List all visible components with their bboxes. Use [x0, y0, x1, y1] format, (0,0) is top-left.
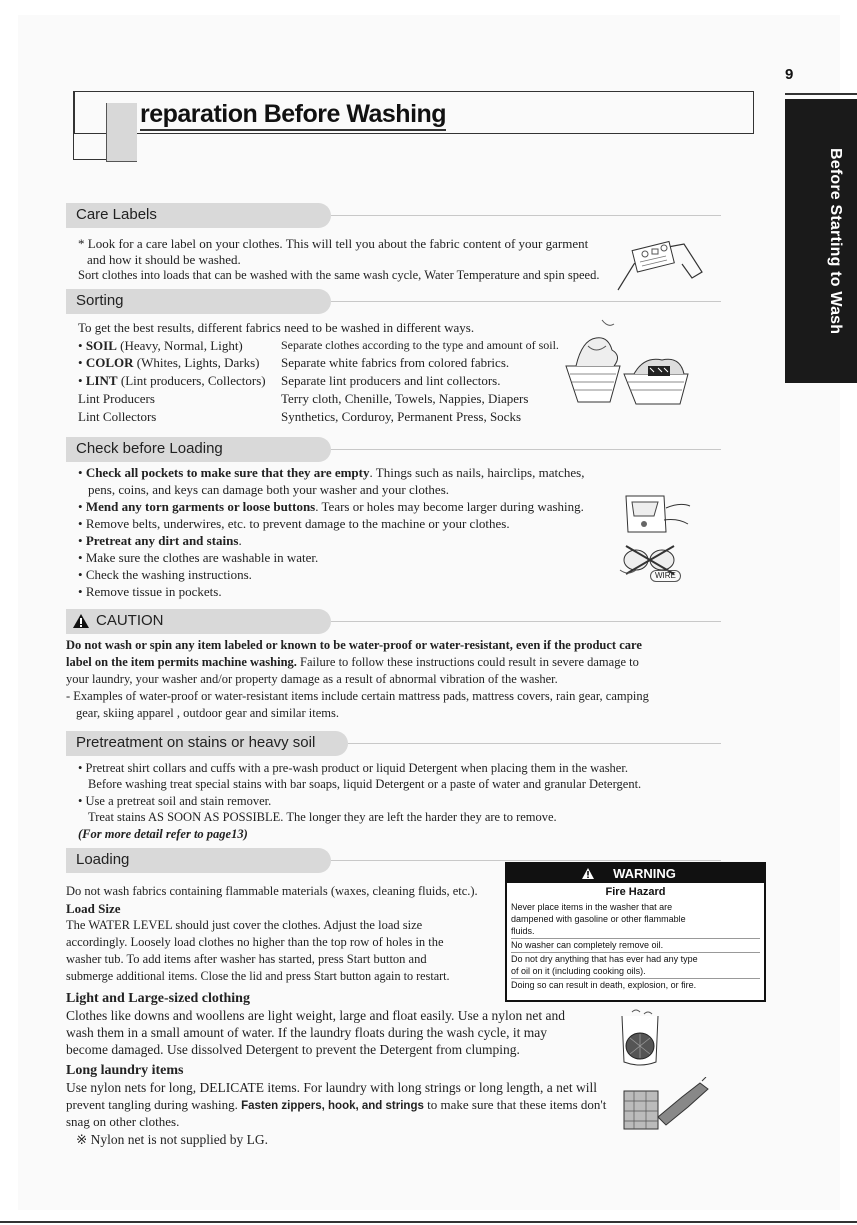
- load-size-line-2: accordingly. Loosely load clothes no higher than the top row of holes in the: [66, 935, 444, 949]
- check-line-8: • Remove tissue in pockets.: [78, 584, 222, 599]
- long-items-title: Long laundry items: [66, 1063, 184, 1078]
- check-line-5: • Pretreat any dirt and stains.: [78, 533, 242, 548]
- warning-icon: [581, 867, 595, 880]
- warning-box: [505, 862, 766, 1002]
- title-notch: [73, 134, 106, 160]
- check-text: Remove belts, underwires, etc. to prevent damage to the machine or your clothes.: [85, 516, 510, 531]
- section-header-caution: [66, 609, 721, 634]
- nylon-net-note: ※ Nylon net is not supplied by LG.: [76, 1132, 269, 1147]
- long-line-1: Use nylon nets for long, DELICATE items. For laundry with long strings or long length, a net will: [66, 1080, 597, 1095]
- long-text: to make sure that these items don't: [423, 1097, 607, 1112]
- check-line-6: • Make sure the clothes are washable in water.: [78, 550, 319, 565]
- pretreat-text: Pretreat shirt collars and cuffs with a pre-wash product or liquid Detergent when placing them in the washer.: [85, 761, 628, 775]
- load-size-line-4: submerge additional items. Close the lid and press Start button again to restart.: [66, 969, 450, 983]
- caution-line-1: Do not wash or spin any item labeled or known to be water-proof or water-resistant, even if the product care: [66, 638, 642, 652]
- long-text: prevent tangling during washing.: [66, 1097, 242, 1112]
- section-line: [331, 621, 721, 622]
- section-line: [331, 215, 721, 216]
- section-line: [331, 860, 721, 861]
- check-line-2: pens, coins, and keys can damage both your washer and your clothes.: [88, 482, 450, 497]
- check-rest: .: [238, 533, 242, 548]
- page-title: [140, 100, 446, 131]
- sorting-desc-lint-collectors: Synthetics, Corduroy, Permanent Press, Socks: [281, 409, 521, 424]
- warning-line-2: dampened with gasoline or other flammable: [511, 914, 686, 924]
- pretreat-line-2: Before washing treat special stains with bar soaps, liquid Detergent or a paste of water and granular Detergent.: [88, 777, 642, 791]
- check-rest: . Things such as nails, hairclips, matches,: [369, 465, 585, 480]
- care-label-illustration: [612, 234, 704, 294]
- check-line-4: • Remove belts, underwires, etc. to prevent damage to the machine or your clothes.: [78, 516, 510, 531]
- page-number: 9: [785, 66, 794, 83]
- long-items-net-illustration: [622, 1077, 712, 1133]
- pretreat-line-4: Treat stains AS SOON AS POSSIBLE. The longer they are left the harder they are to remove.: [88, 810, 557, 824]
- pretreat-line-5: (For more detail refer to page13): [78, 827, 248, 841]
- page-number-rule: [785, 93, 857, 95]
- section-title: Sorting: [76, 292, 124, 309]
- warning-line-3: fluids.: [511, 926, 535, 936]
- sorting-term: LINT: [85, 373, 118, 388]
- check-text: Remove tissue in pockets.: [85, 584, 222, 599]
- wire-label: WIRE: [650, 570, 681, 582]
- sorting-row-lint-collectors: Lint Collectors: [78, 409, 157, 424]
- warning-title: WARNING: [613, 866, 676, 881]
- check-bold: Mend any torn garments or loose buttons: [85, 499, 316, 514]
- sorting-detail: (Lint producers, Collectors): [117, 373, 266, 388]
- sorting-row-lint: • LINT (Lint producers, Collectors): [78, 373, 266, 388]
- check-line-3: • Mend any torn garments or loose buttons. Tears or holes may become larger during washing.: [78, 499, 584, 514]
- nylon-net-bucket-illustration: [612, 1008, 668, 1068]
- sorting-desc-lint-producers: Terry cloth, Chenille, Towels, Nappies, Diapers: [281, 391, 529, 406]
- warning-line-4: No washer can completely remove oil.: [511, 940, 664, 950]
- section-title: CAUTION: [96, 612, 164, 629]
- section-line: [348, 743, 721, 744]
- light-line-3: become damaged. Use dissolved Detergent to prevent the Detergent from clumping.: [66, 1042, 520, 1057]
- check-bold: Pretreat any dirt and stains: [85, 533, 239, 548]
- section-title: Care Labels: [76, 206, 157, 223]
- sorting-term: COLOR: [85, 355, 134, 370]
- care-line-1: * Look for a care label on your clothes. This will tell you about the fabric content of your garment: [78, 236, 589, 251]
- pretreat-line-3: • Use a pretreat soil and stain remover.: [78, 794, 272, 808]
- warning-rule: [511, 978, 760, 979]
- pretreat-text: Use a pretreat soil and stain remover.: [85, 794, 272, 808]
- pretreat-line-1: • Pretreat shirt collars and cuffs with a pre-wash product or liquid Detergent when placing them in the washer.: [78, 761, 628, 775]
- warning-rule: [511, 952, 760, 953]
- laundry-baskets-illustration: [562, 316, 692, 408]
- caution-line-4: - Examples of water-proof or water-resistant items include certain mattress pads, mattress covers, rain gear, camping: [66, 689, 649, 703]
- section-line: [331, 301, 721, 302]
- check-bold: Check all pockets to make sure that they are empty: [85, 465, 370, 480]
- sorting-row-lint-producers: Lint Producers: [78, 391, 155, 406]
- warning-subtitle: Fire Hazard: [605, 886, 666, 898]
- long-bold: Fasten zippers, hook, and strings: [241, 1100, 424, 1112]
- care-line-2: and how it should be washed.: [87, 252, 241, 267]
- warning-line-7: Doing so can result in death, explosion, or fire.: [511, 980, 697, 990]
- caution-bold: label on the item permits machine washing.: [66, 655, 297, 669]
- check-rest: . Tears or holes may become larger during washing.: [315, 499, 584, 514]
- check-line-7: • Check the washing instructions.: [78, 567, 252, 582]
- warning-header: [507, 864, 764, 883]
- caution-line-3: your laundry, your washer and/or property damage as a result of abnormal vibration of the washer.: [66, 672, 558, 686]
- title-initial-block: [106, 103, 137, 162]
- sorting-detail: (Whites, Lights, Darks): [133, 355, 260, 370]
- sorting-row-soil: • SOIL (Heavy, Normal, Light): [78, 338, 243, 353]
- long-line-3: snag on other clothes.: [66, 1114, 180, 1129]
- title-rest: reparation Before Washing: [140, 100, 447, 128]
- caution-rest: Failure to follow these instructions could result in severe damage to: [296, 655, 639, 669]
- warning-line-1: Never place items in the washer that are: [511, 902, 673, 912]
- section-line: [331, 449, 721, 450]
- warning-line-6: of oil on it (including cooking oils).: [511, 966, 646, 976]
- warning-rule: [511, 938, 760, 939]
- section-header-pretreatment: [66, 731, 721, 756]
- loading-line-1: Do not wash fabrics containing flammable materials (waxes, cleaning fluids, etc.).: [66, 884, 478, 898]
- section-title: Pretreatment on stains or heavy soil: [76, 734, 316, 751]
- care-line-3: Sort clothes into loads that can be washed with the same wash cycle, Water Temperature and spin speed.: [78, 268, 600, 282]
- sorting-row-color: • COLOR (Whites, Lights, Darks): [78, 355, 260, 370]
- jeans-pocket-illustration: [624, 492, 692, 536]
- bottom-rule: [0, 1221, 857, 1223]
- check-text: Check the washing instructions.: [85, 567, 252, 582]
- check-text: Make sure the clothes are washable in water.: [85, 550, 319, 565]
- sorting-desc-soil: Separate clothes according to the type and amount of soil.: [281, 338, 559, 352]
- caution-line-5: gear, skiing apparel , outdoor gear and similar items.: [76, 706, 339, 720]
- section-header-sorting: [66, 289, 721, 314]
- light-clothing-title: Light and Large-sized clothing: [66, 991, 250, 1006]
- sorting-term: SOIL: [85, 338, 117, 353]
- load-size-line-1: The WATER LEVEL should just cover the clothes. Adjust the load size: [66, 918, 423, 932]
- side-tab-label: Before Starting to Wash: [827, 148, 844, 335]
- section-title: Check before Loading: [76, 440, 223, 457]
- section-header-care-labels: [66, 203, 721, 228]
- warning-line-5: Do not dry anything that has ever had any type: [511, 954, 698, 964]
- check-line-1: • Check all pockets to make sure that they are empty. Things such as nails, hairclips, matches,: [78, 465, 585, 480]
- load-size-line-3: washer tub. To add items after washer has started, press Start button and: [66, 952, 427, 966]
- sorting-desc-color: Separate white fabrics from colored fabrics.: [281, 355, 510, 370]
- caution-icon: [72, 613, 90, 629]
- caution-line-2: [66, 655, 639, 670]
- sorting-intro: To get the best results, different fabrics need to be washed in different ways.: [78, 320, 475, 335]
- section-title: Loading: [76, 851, 130, 868]
- load-size-title: Load Size: [66, 901, 121, 916]
- light-line-2: wash them in a small amount of water. If the laundry floats during the wash cycle, it may: [66, 1025, 547, 1040]
- long-line-2: [66, 1097, 606, 1114]
- light-line-1: Clothes like downs and woollens are light weight, large and float easily. Use a nylon net and: [66, 1008, 566, 1023]
- section-header-check-before-loading: [66, 437, 721, 462]
- sorting-detail: (Heavy, Normal, Light): [116, 338, 243, 353]
- sorting-desc-lint: Separate lint producers and lint collectors.: [281, 373, 501, 388]
